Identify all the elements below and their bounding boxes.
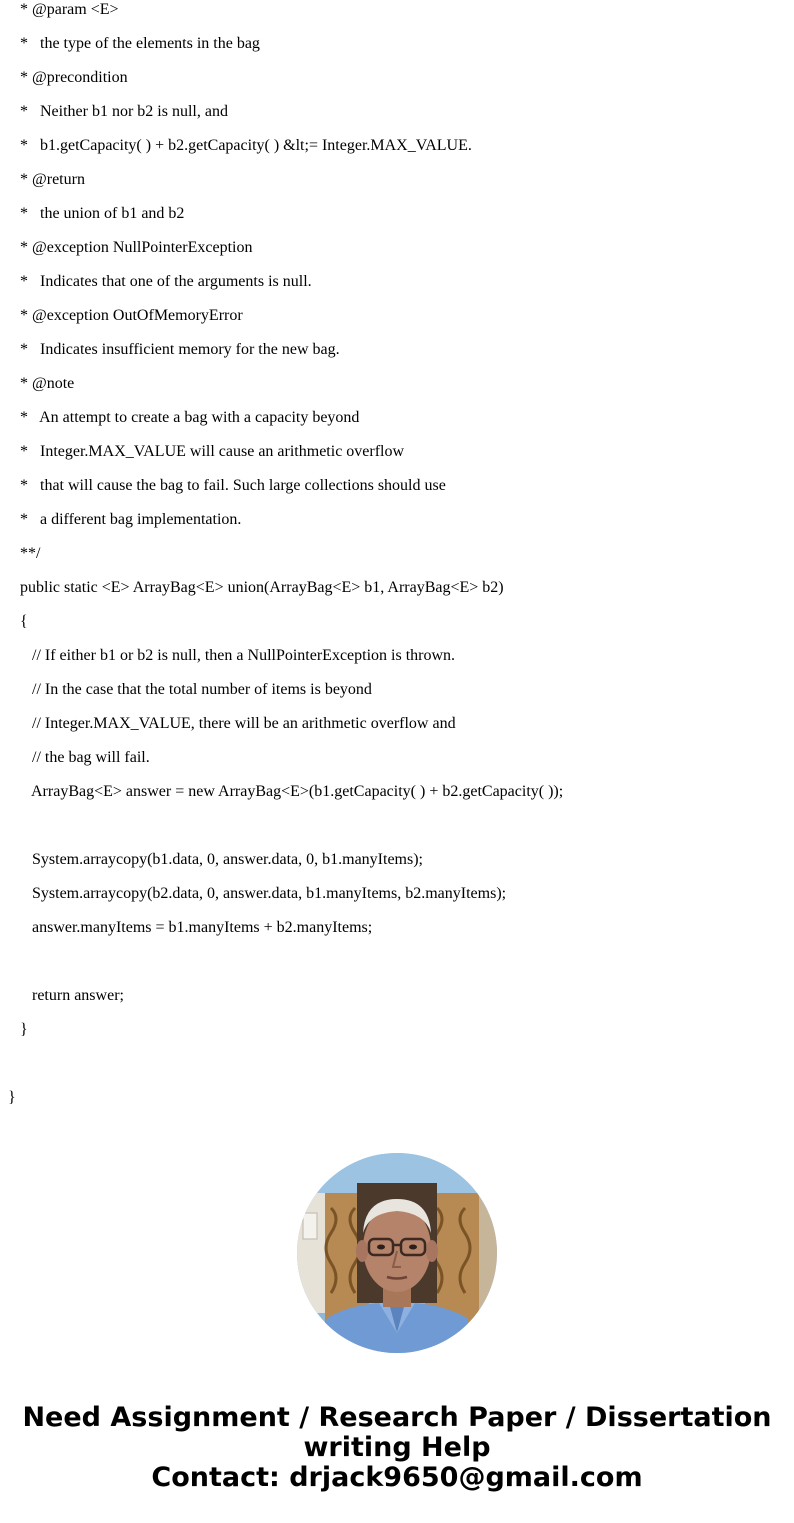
code-line: * @note — [20, 375, 75, 392]
code-line: { — [20, 613, 28, 630]
person-photo — [297, 1153, 497, 1353]
code-line: * b1.getCapacity( ) + b2.getCapacity( ) &lt;= Integer.MAX_VALUE. — [20, 137, 472, 154]
code-line: * Indicates insufficient memory for the new bag. — [20, 341, 340, 358]
code-line: * @precondition — [20, 69, 128, 86]
code-line: ArrayBag<E> answer = new ArrayBag<E>(b1.getCapacity( ) + b2.getCapacity( )); — [31, 783, 564, 800]
code-line: * Indicates that one of the arguments is null. — [20, 273, 312, 290]
code-line: * the union of b1 and b2 — [20, 205, 185, 222]
code-line: * that will cause the bag to fail. Such large collections should use — [20, 477, 446, 494]
code-line: * An attempt to create a bag with a capacity beyond — [20, 409, 360, 426]
code-line: // the bag will fail. — [32, 749, 150, 766]
code-line: System.arraycopy(b1.data, 0, answer.data, 0, b1.manyItems); — [32, 851, 423, 868]
code-line: answer.manyItems = b1.manyItems + b2.manyItems; — [32, 919, 373, 936]
code-line: // If either b1 or b2 is null, then a NullPointerException is thrown. — [32, 647, 456, 664]
promo-line-1: Need Assignment / Research Paper / Dissertation — [22, 1402, 772, 1433]
code-line: } — [8, 1089, 16, 1106]
code-line: * the type of the elements in the bag — [20, 35, 260, 52]
code-line: public static <E> ArrayBag<E> union(ArrayBag<E> b1, ArrayBag<E> b2) — [20, 579, 504, 596]
code-line: // Integer.MAX_VALUE, there will be an arithmetic overflow and — [32, 715, 456, 732]
code-line: * @param <E> — [20, 1, 119, 18]
code-line: * Integer.MAX_VALUE will cause an arithmetic overflow — [20, 443, 405, 460]
code-line: // In the case that the total number of items is beyond — [32, 681, 372, 698]
promo-line-2: writing Help — [303, 1432, 491, 1463]
code-line: * @exception NullPointerException — [20, 239, 253, 256]
code-line: * Neither b1 nor b2 is null, and — [20, 103, 228, 120]
code-line: System.arraycopy(b2.data, 0, answer.data, b1.manyItems, b2.manyItems); — [32, 885, 507, 902]
code-line: * a different bag implementation. — [20, 511, 242, 528]
code-line: * @return — [20, 171, 85, 188]
code-line: return answer; — [32, 987, 124, 1004]
code-line: * @exception OutOfMemoryError — [20, 307, 243, 324]
avatar — [297, 1153, 497, 1353]
promo-banner — [0, 1403, 794, 1493]
code-line: **/ — [20, 545, 41, 562]
code-line: } — [20, 1021, 28, 1038]
promo-contact: Contact: drjack9650@gmail.com — [151, 1462, 643, 1493]
